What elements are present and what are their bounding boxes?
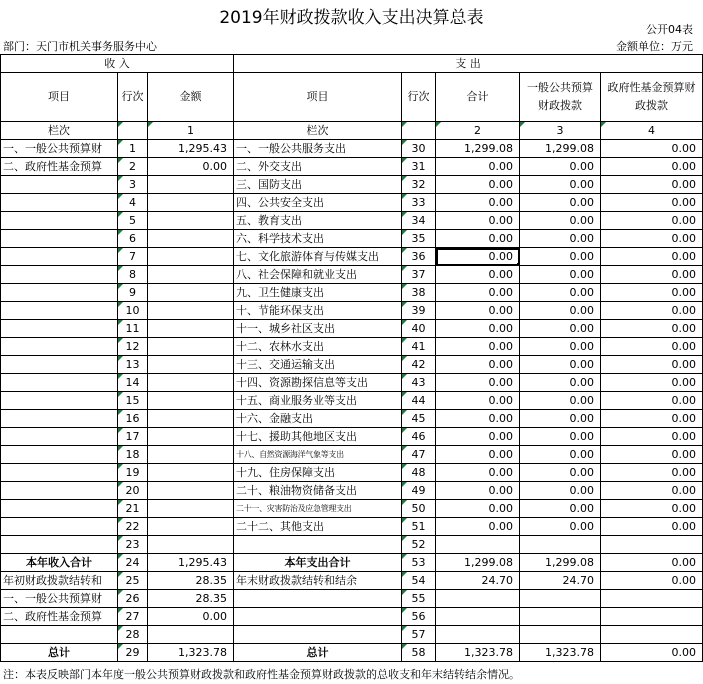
income-amount-cell[interactable] (148, 266, 234, 284)
income-item-cell[interactable] (1, 410, 118, 428)
income-seq-cell[interactable]: 25 (118, 572, 148, 590)
fund-budget-cell[interactable]: 0.00 (601, 554, 703, 572)
fund-budget-cell[interactable]: 0.00 (601, 284, 703, 302)
table-row (1, 338, 703, 356)
income-item-cell[interactable] (1, 302, 118, 320)
income-amount-cell[interactable]: 28.35 (148, 572, 234, 590)
income-seq-cell[interactable]: 10 (118, 302, 148, 320)
expense-seq-cell[interactable]: 48 (402, 464, 436, 482)
general-budget-cell[interactable]: 0.00 (520, 392, 601, 410)
total-cell[interactable] (436, 536, 520, 554)
income-seq-cell[interactable]: 20 (118, 482, 148, 500)
fund-budget-cell[interactable]: 0.00 (601, 482, 703, 500)
income-amount-cell[interactable] (148, 392, 234, 410)
income-amount-cell[interactable] (148, 302, 234, 320)
expense-seq-cell[interactable]: 54 (402, 572, 436, 590)
income-item-cell[interactable]: 本年收入合计 (1, 554, 118, 572)
total-cell[interactable]: 24.70 (436, 572, 520, 590)
colnum-cell[interactable] (402, 122, 436, 140)
income-amount-cell[interactable] (148, 356, 234, 374)
income-item-cell[interactable]: 总计 (1, 644, 118, 662)
total-cell[interactable]: 0.00 (436, 500, 520, 518)
income-amount-cell[interactable]: 0.00 (148, 158, 234, 176)
expense-seq-cell[interactable]: 34 (402, 212, 436, 230)
table-row (1, 212, 703, 230)
income-amount-cell[interactable] (148, 176, 234, 194)
expense-item-cell[interactable]: 十五、商业服务业等支出 (234, 392, 402, 410)
total-cell[interactable]: 0.00 (436, 446, 520, 464)
income-item-cell[interactable] (1, 338, 118, 356)
fund-budget-cell[interactable]: 0.00 (601, 644, 703, 662)
income-item-cell[interactable] (1, 248, 118, 266)
table-row (1, 158, 703, 176)
general-budget-cell[interactable]: 0.00 (520, 446, 601, 464)
general-budget-cell[interactable]: 0.00 (520, 338, 601, 356)
income-amount-cell[interactable] (148, 500, 234, 518)
total-cell[interactable]: 0.00 (436, 284, 520, 302)
table-row (1, 482, 703, 500)
general-budget-cell[interactable]: 0.00 (520, 230, 601, 248)
expense-item-cell[interactable]: 七、文化旅游体育与传媒支出 (234, 248, 402, 266)
fund-budget-cell[interactable]: 0.00 (601, 320, 703, 338)
income-seq-cell[interactable]: 16 (118, 410, 148, 428)
income-amount-cell[interactable] (148, 374, 234, 392)
general-budget-cell[interactable]: 0.00 (520, 320, 601, 338)
total-cell[interactable]: 0.00 (436, 230, 520, 248)
total-cell[interactable]: 0.00 (436, 212, 520, 230)
col-general-budget[interactable]: 一般公共预算财政拨款 (520, 73, 601, 122)
income-amount-cell[interactable] (148, 518, 234, 536)
income-seq-cell[interactable]: 22 (118, 518, 148, 536)
general-budget-cell[interactable]: 0.00 (520, 302, 601, 320)
income-seq-cell[interactable]: 17 (118, 428, 148, 446)
table-row (1, 464, 703, 482)
table-row (1, 608, 703, 626)
income-seq-cell[interactable]: 19 (118, 464, 148, 482)
income-seq-cell[interactable]: 4 (118, 194, 148, 212)
fund-budget-cell[interactable]: 0.00 (601, 374, 703, 392)
colnum-cell[interactable] (118, 122, 148, 140)
total-cell[interactable]: 0.00 (436, 194, 520, 212)
expense-item-cell[interactable]: 二十一、灾害防治及应急管理支出 (234, 500, 402, 518)
income-amount-cell[interactable] (148, 446, 234, 464)
total-cell[interactable]: 0.00 (436, 158, 520, 176)
general-budget-cell[interactable]: 0.00 (520, 266, 601, 284)
col-fund-budget[interactable]: 政府性基金预算财政拨款 (601, 73, 703, 122)
department-label: 部门：天门市机关事务服务中心 (3, 40, 157, 53)
expense-item-cell[interactable] (234, 608, 402, 626)
fund-budget-cell[interactable]: 0.00 (601, 230, 703, 248)
expense-item-cell[interactable]: 六、科学技术支出 (234, 230, 402, 248)
expense-item-cell[interactable] (234, 626, 402, 644)
fund-budget-cell[interactable]: 0.00 (601, 446, 703, 464)
budget-table (0, 54, 703, 662)
fund-budget-cell[interactable] (601, 608, 703, 626)
income-item-cell[interactable] (1, 320, 118, 338)
income-item-cell[interactable]: 一、一般公共预算财 (1, 140, 118, 158)
expense-seq-cell[interactable]: 50 (402, 500, 436, 518)
expense-item-cell[interactable]: 五、教育支出 (234, 212, 402, 230)
colnum-label-expense[interactable]: 栏次 (234, 122, 402, 140)
fund-budget-cell[interactable]: 0.00 (601, 356, 703, 374)
income-item-cell[interactable]: 二、政府性基金预算 (1, 608, 118, 626)
total-cell[interactable]: 0.00 (436, 302, 520, 320)
colnum-2[interactable]: 2 (436, 122, 520, 140)
total-cell[interactable]: 0.00 (436, 248, 520, 266)
table-row (1, 248, 703, 266)
income-amount-cell[interactable]: 0.00 (148, 608, 234, 626)
income-amount-cell[interactable]: 28.35 (148, 590, 234, 608)
expense-item-cell[interactable] (234, 590, 402, 608)
fund-budget-cell[interactable]: 0.00 (601, 158, 703, 176)
expense-item-cell[interactable]: 十、节能环保支出 (234, 302, 402, 320)
income-amount-cell[interactable]: 1,323.78 (148, 644, 234, 662)
income-seq-cell[interactable]: 27 (118, 608, 148, 626)
expense-seq-cell[interactable]: 33 (402, 194, 436, 212)
expense-seq-cell[interactable]: 31 (402, 158, 436, 176)
table-row (1, 392, 703, 410)
general-budget-cell[interactable]: 1,323.78 (520, 644, 601, 662)
expense-item-cell[interactable]: 八、社会保障和就业支出 (234, 266, 402, 284)
income-seq-cell[interactable]: 8 (118, 266, 148, 284)
total-cell[interactable]: 0.00 (436, 392, 520, 410)
income-item-cell[interactable] (1, 428, 118, 446)
total-cell[interactable] (436, 626, 520, 644)
table-row (1, 176, 703, 194)
table-row (1, 536, 703, 554)
general-budget-cell[interactable]: 0.00 (520, 374, 601, 392)
expense-item-cell[interactable]: 三、国防支出 (234, 176, 402, 194)
total-cell[interactable] (436, 608, 520, 626)
expense-item-cell[interactable]: 十八、自然资源海洋气象等支出 (234, 446, 402, 464)
income-seq-cell[interactable]: 23 (118, 536, 148, 554)
expense-seq-cell[interactable]: 55 (402, 590, 436, 608)
income-amount-cell[interactable] (148, 230, 234, 248)
income-seq-cell[interactable]: 26 (118, 590, 148, 608)
general-budget-cell[interactable]: 0.00 (520, 356, 601, 374)
income-amount-cell[interactable] (148, 212, 234, 230)
table-row (1, 230, 703, 248)
expense-item-cell[interactable]: 十九、住房保障支出 (234, 464, 402, 482)
total-cell[interactable]: 1,323.78 (436, 644, 520, 662)
expense-item-cell[interactable]: 二十二、其他支出 (234, 518, 402, 536)
total-cell[interactable]: 1,299.08 (436, 140, 520, 158)
expense-seq-cell[interactable]: 43 (402, 374, 436, 392)
general-budget-cell[interactable]: 0.00 (520, 194, 601, 212)
general-budget-cell[interactable]: 0.00 (520, 464, 601, 482)
fund-budget-cell[interactable]: 0.00 (601, 500, 703, 518)
expense-item-cell[interactable]: 十三、交通运输支出 (234, 356, 402, 374)
income-item-cell[interactable] (1, 212, 118, 230)
expense-item-cell[interactable]: 总计 (234, 644, 402, 662)
income-item-cell[interactable] (1, 464, 118, 482)
fund-budget-cell[interactable]: 0.00 (601, 428, 703, 446)
table-row (1, 410, 703, 428)
general-budget-cell[interactable]: 0.00 (520, 500, 601, 518)
report-title: 2019年财政拨款收入支出决算总表 (219, 8, 484, 28)
expense-seq-cell[interactable]: 44 (402, 392, 436, 410)
total-cell[interactable]: 0.00 (436, 428, 520, 446)
expense-seq-cell[interactable]: 51 (402, 518, 436, 536)
col-item-expense[interactable]: 项目 (234, 73, 402, 122)
general-budget-cell[interactable]: 1,299.08 (520, 554, 601, 572)
income-seq-cell[interactable]: 2 (118, 158, 148, 176)
fund-budget-cell[interactable]: 0.00 (601, 464, 703, 482)
table-row (1, 572, 703, 590)
fund-budget-cell[interactable]: 0.00 (601, 518, 703, 536)
expense-item-cell[interactable]: 四、公共安全支出 (234, 194, 402, 212)
total-cell[interactable]: 0.00 (436, 356, 520, 374)
general-budget-cell[interactable] (520, 590, 601, 608)
expense-item-cell[interactable]: 二、外交支出 (234, 158, 402, 176)
expense-item-cell[interactable]: 十七、援助其他地区支出 (234, 428, 402, 446)
expense-item-cell[interactable] (234, 536, 402, 554)
expense-seq-cell[interactable]: 42 (402, 356, 436, 374)
fund-budget-cell[interactable]: 0.00 (601, 572, 703, 590)
col-seq-expense[interactable]: 行次 (402, 73, 436, 122)
table-row (1, 140, 703, 158)
expense-seq-cell[interactable]: 39 (402, 302, 436, 320)
income-seq-cell[interactable]: 3 (118, 176, 148, 194)
income-amount-cell[interactable] (148, 338, 234, 356)
total-cell[interactable]: 0.00 (436, 518, 520, 536)
income-seq-cell[interactable]: 15 (118, 392, 148, 410)
income-item-cell[interactable] (1, 356, 118, 374)
income-item-cell[interactable] (1, 482, 118, 500)
income-amount-cell[interactable] (148, 536, 234, 554)
expense-seq-cell[interactable]: 37 (402, 266, 436, 284)
income-item-cell[interactable]: 年初财政拨款结转和 (1, 572, 118, 590)
table-row (1, 644, 703, 662)
income-item-cell[interactable]: 一、一般公共预算财 (1, 590, 118, 608)
income-seq-cell[interactable]: 28 (118, 626, 148, 644)
total-cell[interactable]: 0.00 (436, 374, 520, 392)
colnum-1[interactable]: 1 (148, 122, 234, 140)
table-row (1, 194, 703, 212)
income-item-cell[interactable] (1, 230, 118, 248)
expense-item-cell[interactable]: 本年支出合计 (234, 554, 402, 572)
expense-header[interactable]: 支 出 (234, 55, 703, 73)
expense-seq-cell[interactable]: 47 (402, 446, 436, 464)
income-amount-cell[interactable]: 1,295.43 (148, 140, 234, 158)
expense-seq-cell[interactable]: 38 (402, 284, 436, 302)
income-item-cell[interactable] (1, 284, 118, 302)
general-budget-cell[interactable]: 24.70 (520, 572, 601, 590)
income-amount-cell[interactable] (148, 626, 234, 644)
colnum-3[interactable]: 3 (520, 122, 601, 140)
table-row (1, 554, 703, 572)
fund-budget-cell[interactable]: 0.00 (601, 266, 703, 284)
fund-budget-cell[interactable]: 0.00 (601, 140, 703, 158)
income-amount-cell[interactable] (148, 284, 234, 302)
general-budget-cell[interactable]: 0.00 (520, 410, 601, 428)
table-row (1, 374, 703, 392)
expense-item-cell[interactable]: 十六、金融支出 (234, 410, 402, 428)
expense-item-cell[interactable]: 十一、城乡社区支出 (234, 320, 402, 338)
income-seq-cell[interactable]: 6 (118, 230, 148, 248)
general-budget-cell[interactable]: 0.00 (520, 428, 601, 446)
table-row (1, 266, 703, 284)
income-seq-cell[interactable]: 13 (118, 356, 148, 374)
expense-seq-cell[interactable]: 45 (402, 410, 436, 428)
income-seq-cell[interactable]: 9 (118, 284, 148, 302)
income-amount-cell[interactable] (148, 428, 234, 446)
general-budget-cell[interactable]: 1,299.08 (520, 140, 601, 158)
expense-seq-cell[interactable]: 40 (402, 320, 436, 338)
income-header[interactable]: 收 入 (1, 55, 234, 73)
fund-budget-cell[interactable]: 0.00 (601, 410, 703, 428)
expense-item-cell[interactable]: 年末财政拨款结转和结余 (234, 572, 402, 590)
table-row (1, 446, 703, 464)
expense-seq-cell[interactable]: 56 (402, 608, 436, 626)
income-item-cell[interactable] (1, 266, 118, 284)
income-item-cell[interactable] (1, 446, 118, 464)
total-cell[interactable]: 0.00 (436, 176, 520, 194)
general-budget-cell[interactable]: 0.00 (520, 518, 601, 536)
table-row (1, 320, 703, 338)
total-cell[interactable]: 0.00 (436, 266, 520, 284)
expense-seq-cell[interactable]: 41 (402, 338, 436, 356)
expense-item-cell[interactable]: 十四、资源勘探信息等支出 (234, 374, 402, 392)
total-cell[interactable] (436, 590, 520, 608)
income-item-cell[interactable] (1, 626, 118, 644)
fund-budget-cell[interactable]: 0.00 (601, 392, 703, 410)
expense-seq-cell[interactable]: 53 (402, 554, 436, 572)
table-row (1, 284, 703, 302)
income-item-cell[interactable] (1, 518, 118, 536)
total-cell[interactable]: 0.00 (436, 482, 520, 500)
general-budget-cell[interactable] (520, 608, 601, 626)
expense-seq-cell[interactable]: 49 (402, 482, 436, 500)
expense-seq-cell[interactable]: 36 (402, 248, 436, 266)
income-seq-cell[interactable]: 21 (118, 500, 148, 518)
income-item-cell[interactable] (1, 374, 118, 392)
expense-seq-cell[interactable]: 32 (402, 176, 436, 194)
col-amount[interactable]: 金额 (148, 73, 234, 122)
table-row (1, 500, 703, 518)
fund-budget-cell[interactable] (601, 626, 703, 644)
expense-seq-cell[interactable]: 58 (402, 644, 436, 662)
income-amount-cell[interactable] (148, 410, 234, 428)
col-seq-income[interactable]: 行次 (118, 73, 148, 122)
income-item-cell[interactable] (1, 536, 118, 554)
expense-item-cell[interactable]: 一、一般公共服务支出 (234, 140, 402, 158)
general-budget-cell[interactable]: 0.00 (520, 248, 601, 266)
fund-budget-cell[interactable] (601, 536, 703, 554)
fund-budget-cell[interactable]: 0.00 (601, 302, 703, 320)
expense-seq-cell[interactable]: 52 (402, 536, 436, 554)
expense-seq-cell[interactable]: 30 (402, 140, 436, 158)
table-row (1, 518, 703, 536)
table-row (1, 302, 703, 320)
income-item-cell[interactable] (1, 176, 118, 194)
table-row (1, 590, 703, 608)
income-seq-cell[interactable]: 24 (118, 554, 148, 572)
expense-seq-cell[interactable]: 35 (402, 230, 436, 248)
expense-seq-cell[interactable]: 46 (402, 428, 436, 446)
colnum-label-income[interactable]: 栏次 (1, 122, 118, 140)
fund-budget-cell[interactable] (601, 590, 703, 608)
form-number: 公开04表 (646, 23, 693, 36)
expense-seq-cell[interactable]: 57 (402, 626, 436, 644)
expense-item-cell[interactable]: 十二、农林水支出 (234, 338, 402, 356)
col-total[interactable]: 合计 (436, 73, 520, 122)
income-amount-cell[interactable] (148, 248, 234, 266)
income-seq-cell[interactable]: 18 (118, 446, 148, 464)
general-budget-cell[interactable] (520, 536, 601, 554)
income-seq-cell[interactable]: 11 (118, 320, 148, 338)
income-item-cell[interactable] (1, 392, 118, 410)
total-cell[interactable]: 0.00 (436, 320, 520, 338)
footnote: 注：本表反映部门本年度一般公共预算财政拨款和政府性基金预算财政拨款的总收支和年末结转结余情况。 (3, 668, 520, 681)
income-amount-cell[interactable] (148, 482, 234, 500)
total-cell[interactable]: 1,299.08 (436, 554, 520, 572)
total-cell[interactable]: 0.00 (436, 464, 520, 482)
income-seq-cell[interactable]: 5 (118, 212, 148, 230)
general-budget-cell[interactable] (520, 626, 601, 644)
fund-budget-cell[interactable]: 0.00 (601, 338, 703, 356)
income-seq-cell[interactable]: 29 (118, 644, 148, 662)
fund-budget-cell[interactable]: 0.00 (601, 194, 703, 212)
expense-item-cell[interactable]: 九、卫生健康支出 (234, 284, 402, 302)
table-row (1, 356, 703, 374)
income-amount-cell[interactable]: 1,295.43 (148, 554, 234, 572)
income-amount-cell[interactable] (148, 320, 234, 338)
total-cell[interactable]: 0.00 (436, 338, 520, 356)
income-seq-cell[interactable]: 12 (118, 338, 148, 356)
table-row (1, 428, 703, 446)
general-budget-cell[interactable]: 0.00 (520, 212, 601, 230)
fund-budget-cell[interactable]: 0.00 (601, 176, 703, 194)
general-budget-cell[interactable]: 0.00 (520, 176, 601, 194)
income-item-cell[interactable] (1, 500, 118, 518)
expense-item-cell[interactable]: 二十、粮油物资储备支出 (234, 482, 402, 500)
general-budget-cell[interactable]: 0.00 (520, 482, 601, 500)
table-row (1, 626, 703, 644)
income-item-cell[interactable]: 二、政府性基金预算 (1, 158, 118, 176)
income-item-cell[interactable] (1, 194, 118, 212)
unit-label: 金额单位：万元 (616, 40, 693, 53)
income-seq-cell[interactable]: 14 (118, 374, 148, 392)
fund-budget-cell[interactable]: 0.00 (601, 248, 703, 266)
total-cell[interactable]: 0.00 (436, 410, 520, 428)
income-seq-cell[interactable]: 7 (118, 248, 148, 266)
general-budget-cell[interactable]: 0.00 (520, 284, 601, 302)
fund-budget-cell[interactable]: 0.00 (601, 212, 703, 230)
colnum-4[interactable]: 4 (601, 122, 703, 140)
income-seq-cell[interactable]: 1 (118, 140, 148, 158)
income-amount-cell[interactable] (148, 194, 234, 212)
general-budget-cell[interactable]: 0.00 (520, 158, 601, 176)
income-amount-cell[interactable] (148, 464, 234, 482)
col-item-income[interactable]: 项目 (1, 73, 118, 122)
